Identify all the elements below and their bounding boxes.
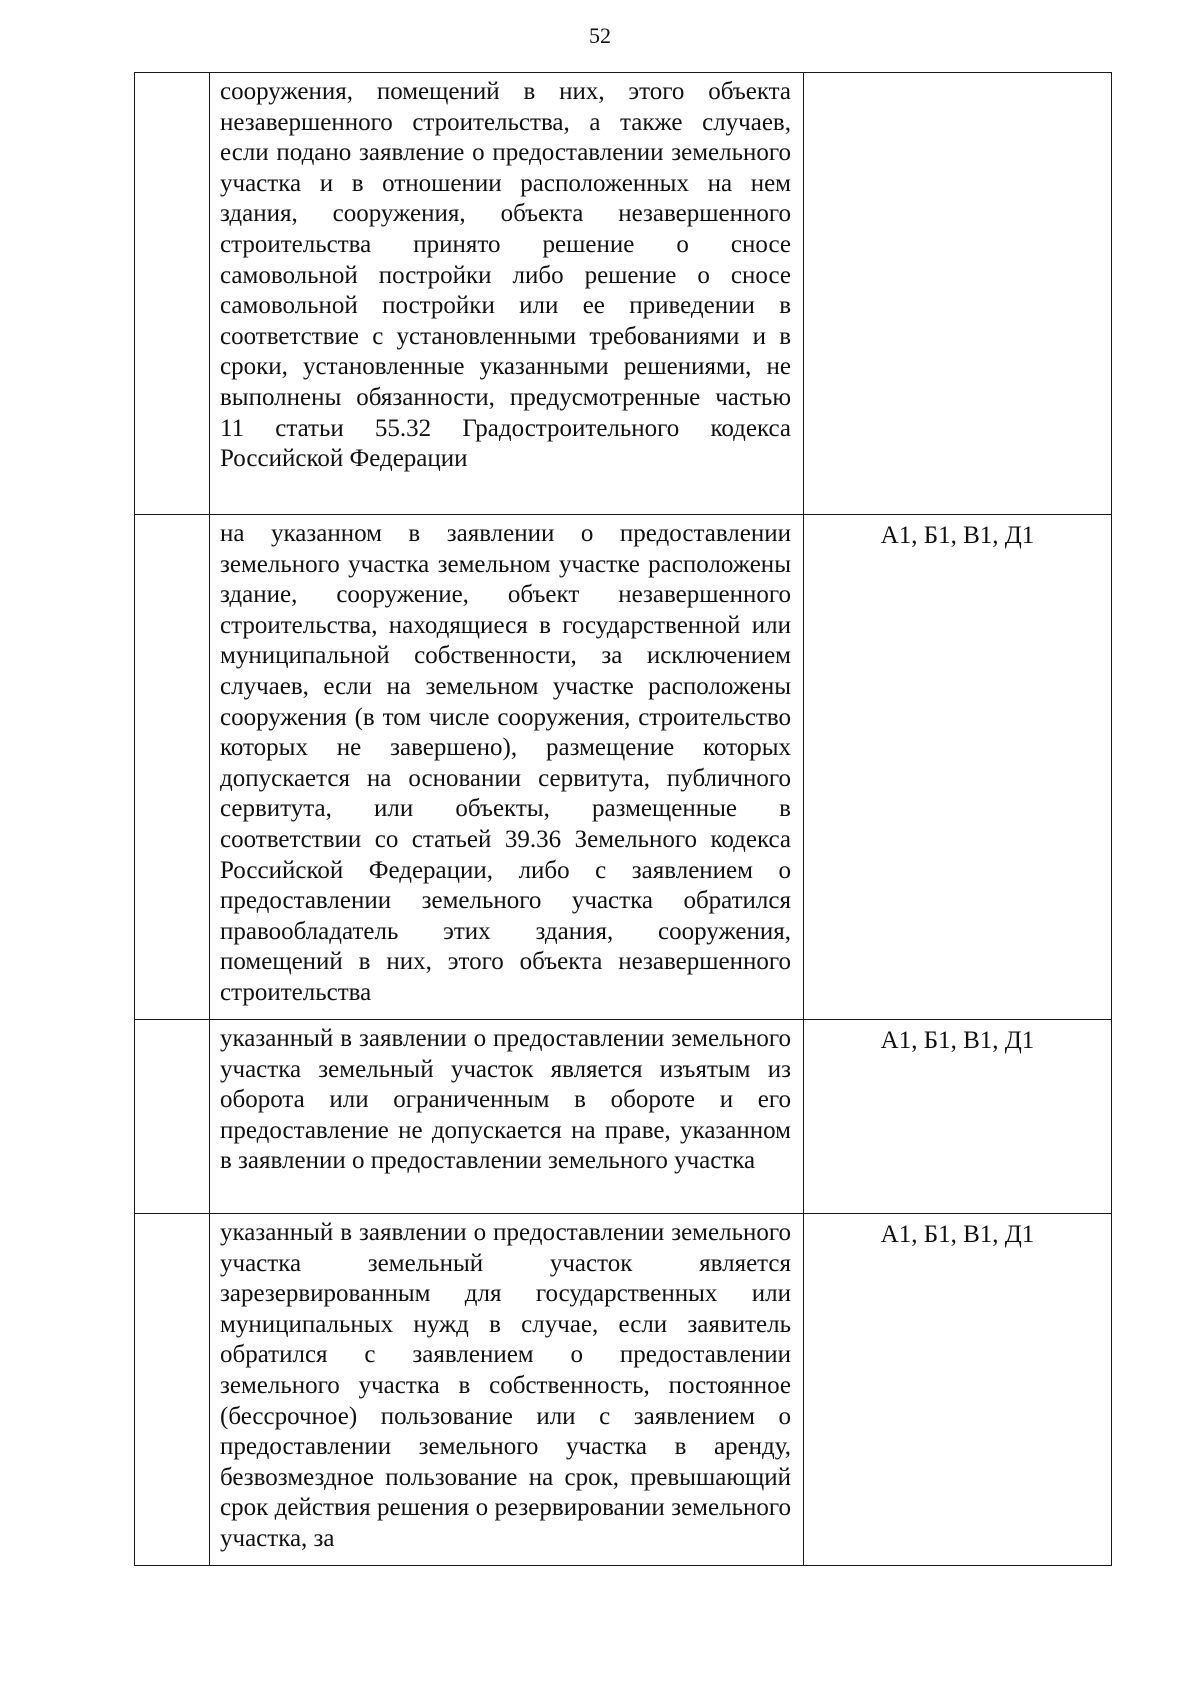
grounds-table bbox=[134, 72, 1112, 1566]
table-row bbox=[135, 1020, 1112, 1214]
variant-refs: А1, Б1, В1, Д1 bbox=[804, 1214, 1112, 1566]
variant-refs: А1, Б1, В1, Д1 bbox=[804, 515, 1112, 1020]
table-row bbox=[135, 515, 1112, 1020]
ground-text: указанный в заявлении о предоставлении земельного участка земельный участок является изъятым из оборота или ограниченным в обороте и его предоставление не допускается на праве, указанном в заявлении о предоставлении земельного участка bbox=[210, 1020, 804, 1214]
table-row bbox=[135, 73, 1112, 515]
ground-text: сооружения, помещений в них, этого объекта незавершенного строительства, а также случаев, если подано заявление о предоставлении земельного участка и в отношении расположенных на нем здания, сооружения, объекта незавершенного строительства принято решение о сносе самовольной постройки либо решение о сносе самовольной постройки или ее приведении в соответствие с установленными требованиями и в сроки, установленные указанными решениями, не выполнены обязанности, предусмотренные частью 11 статьи 55.32 Градостроительного кодекса Российской Федерации bbox=[210, 73, 804, 515]
number-cell bbox=[135, 1214, 210, 1566]
number-cell bbox=[135, 515, 210, 1020]
page-number: 52 bbox=[589, 23, 611, 48]
ground-text: на указанном в заявлении о предоставлении земельного участка земельном участке расположены здание, сооружение, объект незавершенного строительства, находящиеся в государственной или муниципальной собственности, за исключением случаев, если на земельном участке расположены сооружения (в том числе сооружения, строительство которых не завершено), размещение которых допускается на основании сервитута, публичного сервитута, или объекты, размещенные в соответствии со статьей 39.36 Земельного кодекса Российской Федерации, либо с заявлением о предоставлении земельного участка обратился правообладатель этих здания, сооружения, помещений в них, этого объекта незавершенного строительства bbox=[210, 515, 804, 1020]
variant-refs bbox=[804, 73, 1112, 515]
number-cell bbox=[135, 73, 210, 515]
table-row bbox=[135, 1214, 1112, 1566]
variant-refs: А1, Б1, В1, Д1 bbox=[804, 1020, 1112, 1214]
ground-text: указанный в заявлении о предоставлении земельного участка земельный участок является зарезервированным для государственных или муниципальных нужд в случае, если заявитель обратился с заявлением о предоставлении земельного участка в собственность, постоянное (бессрочное) пользование или с заявлением о предоставлении земельного участка в аренду, безвозмездное пользование на срок, превышающий срок действия решения о резервировании земельного участка, за bbox=[210, 1214, 804, 1566]
number-cell bbox=[135, 1020, 210, 1214]
